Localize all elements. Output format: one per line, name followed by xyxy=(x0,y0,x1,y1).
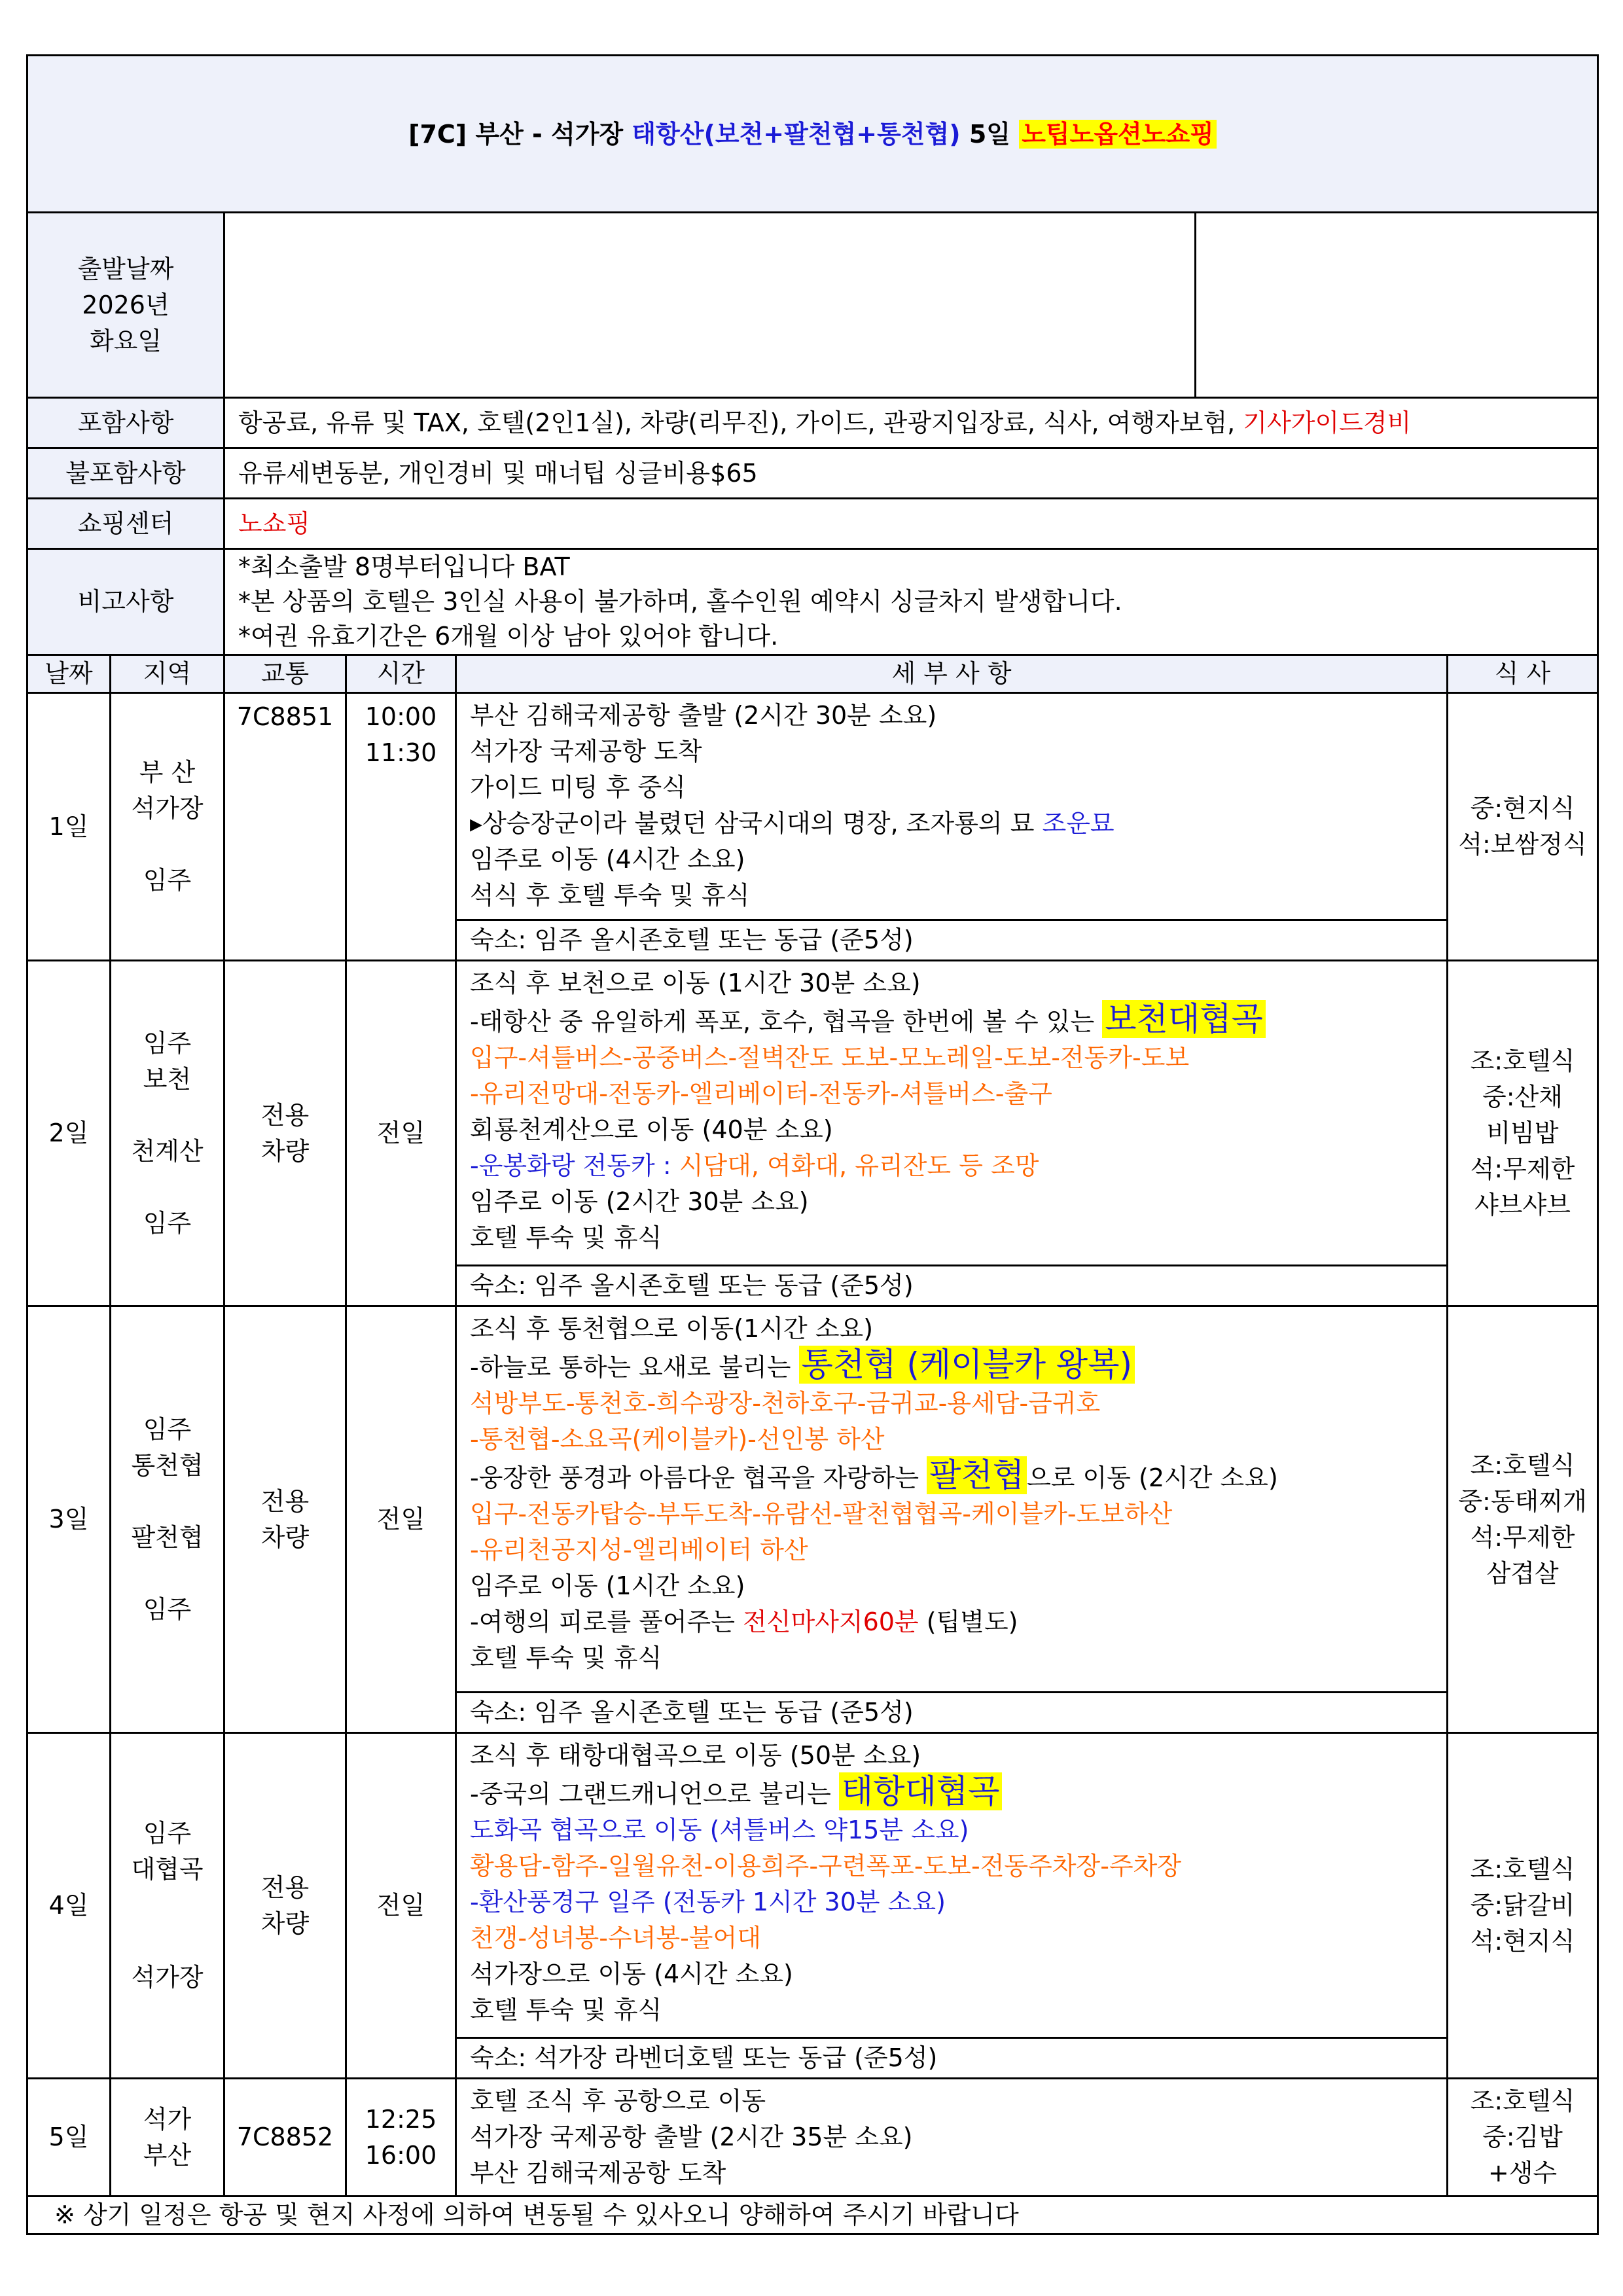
day-label: 1일 xyxy=(27,693,111,961)
detail-line xyxy=(470,1956,1446,1992)
detail-text: 임주로 이동 (1시간 소요) xyxy=(470,1571,745,1600)
day-row xyxy=(27,961,1598,1266)
detail-line xyxy=(470,1604,1446,1640)
detail-text: -태항산 중 유일하게 폭포, 호수, 협곡을 한번에 볼 수 있는 xyxy=(470,1007,1103,1036)
day-time: 전일 xyxy=(346,1306,456,1733)
detail-text: 으로 이동 (2시간 소요) xyxy=(1027,1463,1278,1492)
page-title xyxy=(27,56,1598,213)
meal-line: +생수 xyxy=(1488,2159,1558,2187)
detail-text: -운봉화랑 전동카 : xyxy=(470,1151,679,1180)
meal-line: 삼겹살 xyxy=(1486,1558,1559,1588)
excluded-label: 불포함사항 xyxy=(27,448,224,499)
detail-text: 조식 후 태항대협곡으로 이동 (50분 소요) xyxy=(470,1741,921,1770)
detail-text: 부산 김해국제공항 도착 xyxy=(470,2159,726,2187)
day-label: 4일 xyxy=(27,1733,111,2079)
detail-line xyxy=(470,734,1446,770)
region-line: 석가 xyxy=(143,2104,192,2134)
lodging-info: 숙소: 임주 올시존호텔 또는 동급 (준5성) xyxy=(456,920,1448,961)
day-detail xyxy=(456,1306,1448,1693)
day-transport xyxy=(224,961,346,1306)
day-region xyxy=(111,2079,224,2197)
title-duration: 5일 xyxy=(960,120,1020,149)
detail-text: 석식 후 호텔 투숙 및 휴식 xyxy=(470,881,750,910)
region-line: 임주 xyxy=(143,1414,192,1444)
day-row xyxy=(27,1733,1598,2038)
detail-text: 석가장으로 이동 (4시간 소요) xyxy=(470,1960,793,1988)
meal-line: 중:닭갈비 xyxy=(1470,1891,1575,1920)
itinerary-sheet xyxy=(26,54,1597,2235)
detail-line xyxy=(470,1992,1446,2028)
detail-line xyxy=(470,1220,1446,1256)
detail-text: -환산풍경구 일주 (전동카 1시간 30분 소요) xyxy=(470,1888,946,1916)
lodging-info: 숙소: 석가장 라벤더호텔 또는 동급 (준5성) xyxy=(456,2038,1448,2079)
detail-line xyxy=(470,2119,1446,2155)
region-line: 임주 xyxy=(143,866,192,895)
detail-line xyxy=(470,806,1446,842)
meal-line: 조:호텔식 xyxy=(1470,1450,1575,1480)
detail-text: 입구-전동카탑승-부두도착-유람선-팔천협협곡-케이블카-도보하산 xyxy=(470,1499,1173,1528)
region-line: 임주 xyxy=(143,1028,192,1058)
meal-line: 비빔밥 xyxy=(1486,1119,1559,1147)
region-line: 석가장 xyxy=(131,794,204,823)
transport-line: 전용 xyxy=(260,1100,310,1130)
detail-line xyxy=(470,1640,1446,1676)
meal-line: 조:호텔식 xyxy=(1470,1855,1575,1884)
time-line: 11:30 xyxy=(365,738,437,767)
transport-line: 전용 xyxy=(260,1486,310,1516)
meal-line: 석:현지식 xyxy=(1470,1927,1575,1956)
detail-line xyxy=(470,1458,1446,1496)
detail-line xyxy=(470,1076,1446,1112)
title-destination: 태항산(보천+팔천협+통천협) xyxy=(632,120,961,149)
detail-text: 팔천협 xyxy=(927,1456,1027,1494)
detail-line xyxy=(470,1184,1446,1220)
region-line: 대협곡 xyxy=(131,1855,204,1884)
transport-line: 전용 xyxy=(260,1873,310,1902)
region-line: 통천협 xyxy=(131,1450,204,1480)
time-line: 12:25 xyxy=(365,2104,437,2134)
detail-text: 임주로 이동 (2시간 30분 소요) xyxy=(470,1187,809,1216)
region-line xyxy=(111,827,223,863)
day-row xyxy=(27,2079,1598,2197)
detail-text: 석가장 국제공항 출발 (2시간 35분 소요) xyxy=(470,2123,913,2151)
lodging-info: 숙소: 임주 올시존호텔 또는 동급 (준5성) xyxy=(456,1693,1448,1733)
footer-note: ※ 상기 일정은 항공 및 현지 사정에 의하여 변동될 수 있사오니 양해하여 주시기 바랍니다 xyxy=(27,2197,1598,2234)
detail-line xyxy=(470,698,1446,734)
detail-text: ▸상승장군이라 불렸던 삼국시대의 명장, 조자룡의 묘 xyxy=(470,809,1043,838)
detail-line xyxy=(470,1884,1446,1920)
meal-line: 중:김밥 xyxy=(1482,2123,1563,2151)
detail-text: 조운묘 xyxy=(1042,809,1115,838)
detail-line xyxy=(470,1422,1446,1458)
remarks-label: 비고사항 xyxy=(27,549,224,655)
meal-line: 조:호텔식 xyxy=(1470,1047,1575,1075)
region-line xyxy=(111,1556,223,1592)
day-transport xyxy=(224,1306,346,1733)
detail-line xyxy=(470,1148,1446,1184)
region-line: 부 산 xyxy=(139,758,196,787)
detail-text: -유리천공지성-엘리베이터 하산 xyxy=(470,1535,808,1564)
day-detail xyxy=(456,693,1448,920)
remarks-value: *최소출발 8명부터입니다 BAT *본 상품의 호텔은 3인실 사용이 불가하며, 홀수인원 예약시 싱글차지 발생합니다. *여권 유효기간은 6개월 이상 남아 있어야 합니다. xyxy=(224,549,1598,655)
region-line: 임주 xyxy=(143,1819,192,1848)
detail-text: 전신마사지60분 xyxy=(743,1607,919,1636)
detail-text: 임주로 이동 (4시간 소요) xyxy=(470,845,745,874)
departure-dates xyxy=(224,213,1196,398)
detail-text: 석방부도-통천호-희수광장-천하호구-금귀교-용세담-금귀호 xyxy=(470,1389,1101,1418)
schedule-header xyxy=(27,655,1598,693)
meal-line: 석:보쌈정식 xyxy=(1458,830,1587,859)
header-region: 지역 xyxy=(111,655,224,693)
detail-text: -여행의 피로를 풀어주는 xyxy=(470,1607,743,1636)
meal-line: 중:산채 xyxy=(1482,1083,1563,1111)
time-line: 16:00 xyxy=(365,2140,437,2170)
detail-line xyxy=(470,1812,1446,1848)
day-meals xyxy=(1448,693,1598,961)
region-line: 부산 xyxy=(143,2140,192,2170)
region-line xyxy=(111,1484,223,1520)
header-detail: 세 부 사 항 xyxy=(456,655,1448,693)
day-region xyxy=(111,1306,224,1733)
detail-text: 도화곡 협곡으로 이동 (셔틀버스 약15분 소요) xyxy=(470,1816,969,1844)
transport-line: 차량 xyxy=(260,1136,310,1166)
detail-text: 호텔 투숙 및 휴식 xyxy=(470,1643,662,1672)
day-transport xyxy=(224,1733,346,2079)
day-detail xyxy=(456,961,1448,1266)
shopping-value: 노쇼핑 xyxy=(224,499,1598,549)
detail-text: 가이드 미팅 후 중식 xyxy=(470,773,686,802)
detail-line xyxy=(470,1738,1446,1774)
day-row xyxy=(27,1306,1598,1693)
region-line: 임주 xyxy=(143,1208,192,1238)
day-transport: 7C8851 xyxy=(224,693,346,961)
day-time: 전일 xyxy=(346,961,456,1306)
detail-line xyxy=(470,1347,1446,1386)
header-meal: 식 사 xyxy=(1448,655,1598,693)
meal-line: 중:현지식 xyxy=(1470,794,1575,823)
departure-label: 출발날짜 2026년 화요일 xyxy=(27,213,224,398)
detail-line xyxy=(470,770,1446,806)
day-label: 3일 xyxy=(27,1306,111,1733)
day-transport: 7C8852 xyxy=(224,2079,346,2197)
detail-text: 호텔 투숙 및 휴식 xyxy=(470,1223,662,1252)
detail-line xyxy=(470,1568,1446,1604)
detail-line xyxy=(470,1311,1446,1347)
day-label: 5일 xyxy=(27,2079,111,2197)
detail-text: -중국의 그랜드캐니언으로 불리는 xyxy=(470,1780,839,1808)
title-badge: 노팁노옵션노쇼핑 xyxy=(1019,120,1217,149)
title-route: [7C] 부산 - 석가장 xyxy=(408,120,632,149)
footer-row xyxy=(27,2197,1598,2234)
detail-text: 조식 후 통천협으로 이동(1시간 소요) xyxy=(470,1314,874,1343)
detail-line xyxy=(470,1774,1446,1812)
detail-text: 천갱-성녀봉-수녀봉-불어대 xyxy=(470,1924,761,1952)
region-line xyxy=(111,1888,223,1924)
region-line: 팔천협 xyxy=(131,1522,204,1552)
detail-text: 호텔 조식 후 공항으로 이동 xyxy=(470,2087,766,2115)
meal-line: 석:무제한 xyxy=(1470,1522,1575,1552)
detail-text: -하늘로 통하는 요새로 불리는 xyxy=(470,1353,799,1382)
detail-line xyxy=(470,1532,1446,1568)
detail-line xyxy=(470,2083,1446,2119)
day-region xyxy=(111,1733,224,2079)
included-label: 포함사항 xyxy=(27,398,224,448)
detail-text: -웅장한 풍경과 아름다운 협곡을 자랑하는 xyxy=(470,1463,927,1492)
meal-line: 조:호텔식 xyxy=(1470,2087,1575,2115)
day-meals xyxy=(1448,1733,1598,2079)
included-value: 항공료, 유류 및 TAX, 호텔(2인1실), 차량(리무진), 가이드, 관광지입장료, 식사, 여행자보험, 기사가이드경비 xyxy=(224,398,1598,448)
day-time: 전일 xyxy=(346,1733,456,2079)
meal-line: 석:무제한 xyxy=(1470,1155,1575,1183)
day-row xyxy=(27,693,1598,920)
detail-line xyxy=(470,2155,1446,2191)
day-time xyxy=(346,2079,456,2197)
detail-text: 조식 후 보천으로 이동 (1시간 30분 소요) xyxy=(470,969,921,997)
detail-text: 황용담-함주-일월유천-이용희주-구련폭포-도보-전동주차장-주차장 xyxy=(470,1852,1182,1880)
transport-line: 차량 xyxy=(260,1909,310,1938)
header-day: 날짜 xyxy=(27,655,111,693)
detail-line xyxy=(470,1001,1446,1040)
detail-text: 태항대협곡 xyxy=(839,1772,1003,1810)
detail-line xyxy=(470,842,1446,878)
region-line: 보천 xyxy=(143,1064,192,1094)
detail-text: 입구-셔틀버스-공중버스-절벽잔도 도보-모노레일-도보-전동카-도보 xyxy=(470,1043,1190,1072)
detail-text: -유리전망대-전동카-엘리베이터-전동카-셔틀버스-출구 xyxy=(470,1079,1052,1108)
detail-text: -통천협-소요곡(케이블카)-선인봉 하산 xyxy=(470,1425,885,1454)
day-time xyxy=(346,693,456,961)
region-line xyxy=(111,1170,223,1206)
lodging-info: 숙소: 임주 올시존호텔 또는 동급 (준5성) xyxy=(456,1266,1448,1306)
day-detail xyxy=(456,2079,1448,2197)
day-region xyxy=(111,693,224,961)
detail-line xyxy=(470,878,1446,914)
detail-text: (팁별도) xyxy=(918,1607,1018,1636)
detail-line xyxy=(470,1848,1446,1884)
region-line xyxy=(111,1924,223,1960)
shopping-label: 쇼핑센터 xyxy=(27,499,224,549)
departure-notes xyxy=(1196,213,1598,398)
transport-line: 차량 xyxy=(260,1522,310,1552)
detail-line xyxy=(470,1112,1446,1148)
day-detail xyxy=(456,1733,1448,2038)
day-meals xyxy=(1448,2079,1598,2197)
detail-text: 보천대협곡 xyxy=(1102,1000,1266,1038)
detail-line xyxy=(470,1040,1446,1076)
detail-line xyxy=(470,1920,1446,1956)
meal-line: 샤브샤브 xyxy=(1474,1191,1571,1219)
region-line xyxy=(111,1098,223,1134)
detail-text: 시담대, 여화대, 유리잔도 등 조망 xyxy=(679,1151,1039,1180)
day-label: 2일 xyxy=(27,961,111,1306)
detail-text: 석가장 국제공항 도착 xyxy=(470,737,702,766)
detail-line xyxy=(470,965,1446,1001)
excluded-value: 유류세변동분, 개인경비 및 매너팁 싱글비용$65 xyxy=(224,448,1598,499)
day-region xyxy=(111,961,224,1306)
region-line: 천계산 xyxy=(131,1136,204,1166)
itinerary-table xyxy=(26,54,1599,2235)
detail-text: 통천협 (케이블카 왕복) xyxy=(799,1346,1135,1384)
detail-text: 회룡천계산으로 이동 (40분 소요) xyxy=(470,1115,833,1144)
day-meals xyxy=(1448,961,1598,1306)
region-line: 석가장 xyxy=(131,1963,204,1992)
detail-text: 부산 김해국제공항 출발 (2시간 30분 소요) xyxy=(470,701,937,730)
detail-text: 호텔 투숙 및 휴식 xyxy=(470,1996,662,2024)
header-time: 시간 xyxy=(346,655,456,693)
region-line: 임주 xyxy=(143,1594,192,1624)
header-transport: 교통 xyxy=(224,655,346,693)
meal-line: 중:동태찌개 xyxy=(1458,1486,1587,1516)
detail-line xyxy=(470,1496,1446,1532)
detail-line xyxy=(470,1386,1446,1422)
day-meals xyxy=(1448,1306,1598,1733)
time-line: 10:00 xyxy=(365,702,437,731)
